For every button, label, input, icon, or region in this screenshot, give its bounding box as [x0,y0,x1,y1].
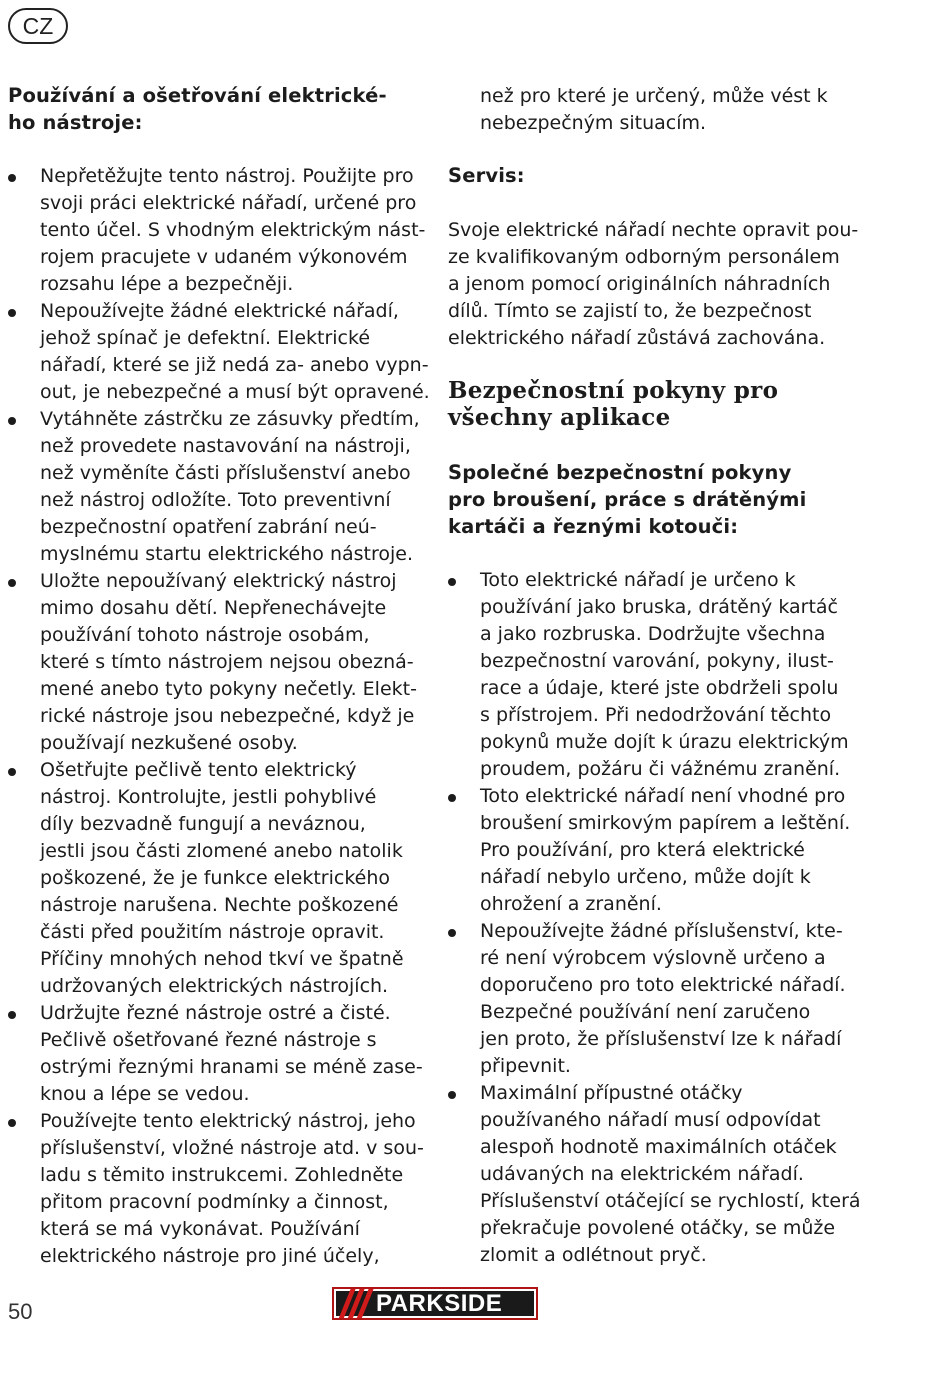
safety-heading: Bezpečnostní pokyny pro všechny aplikace [448,377,779,431]
bullet-icon [448,929,456,937]
bullet-icon [448,794,456,802]
service-text: Svoje elektrické nářadí nechte opravit pou- ze kvalifikovaným odborným personálem a jenom pomocí originálních náhradních dílů. Tímto se zajistí to, že bezpečnost elektrického nářadí zůstává zachována. [448,219,859,349]
usage-care-heading: Používání a ošetřování elektrické- ho nástroje: [8,84,387,134]
list-item: Maximální přípustné otáčky používaného nářadí musí odpovídat alespoň hodnotě maximálních otáček udávaných na elektrickém nářadí. Příslušenství otáčející se rychlostí, která překračuje povolené otáčky, se může zlomit a odlétnout pryč. [448,1080,873,1269]
parkside-logo [332,1287,538,1320]
list-item: Ošetřujte pečlivě tento elektrický nástroj. Kontrolujte, jestli pohyblivé díly bezvadně fungují a neváznou, jestli jsou části zlomené anebo natolik poškozené, že je funkce elektrického nástroje narušena. Nechte poškozené části před použitím nástroje opravit. Příčiny mnohých nehod tkví ve špatně udržovaných elektrických nástrojích. [8,757,433,1000]
page-number: 50 [8,1299,33,1324]
list-item: Používejte tento elektrický nástroj, jeho příslušenství, vložné nástroje atd. v sou- ladu s těmito instrukcemi. Zohledněte přitom pracovní podmínky a činnost, která se má vykonávat. Používání elektrického nástroje pro jiné účely, [8,1108,433,1270]
list-item: Uložte nepoužívaný elektrický nástroj mimo dosahu dětí. Nepřenechávejte používání tohoto nástroje osobám, které s tímto nástrojem nejsou obezná- mené anebo tyto pokyny nečetly. Elekt- rické nástroje jsou nebezpečné, když je používají nezkušené osoby. [8,568,433,757]
bullet-icon [8,1011,16,1019]
bullet-icon [8,1119,16,1127]
list-item: Toto elektrické nářadí není vhodné pro broušení smirkovým papírem a leštění. Pro používání, pro která elektrické nářadí nebylo určeno, může dojít k ohrožení a zranění. [448,783,873,918]
common-safety-list [448,567,873,1269]
list-item: Nepoužívejte žádné příslušenství, kte- ré není výrobcem výslovně určeno a doporučeno pro toto elektrické nářadí. Bezpečné používání není zaručeno jen proto, že příslušenství lze k nářadí připevnit. [448,918,873,1080]
logo-plate [336,1291,534,1316]
bullet-icon [448,1091,456,1099]
list-item: Udržujte řezné nástroje ostré a čisté. Pečlivě ošetřované řezné nástroje s ostrými řeznými hranami se méně zase- knou a lépe se vedou. [8,1000,433,1108]
bullet-icon [8,174,16,182]
usage-care-list [8,163,433,1270]
bullet-icon [8,309,16,317]
logo-stripes-icon [336,1291,376,1316]
language-code: CZ [22,12,54,39]
logo-text: PARKSIDE [376,1290,503,1317]
list-item: Nepoužívejte žádné elektrické nářadí, jehož spínač je defektní. Elektrické nářadí, které se již nedá za- anebo vypn- out, je nebezpečné a musí být opravené. [8,298,433,406]
list-item: Toto elektrické nářadí je určeno k používání jako bruska, drátěný kartáč a jako rozbruska. Dodržujte všechna bezpečnostní varování, pokyny, ilust- race a údaje, které jste obdrželi spolu s přístrojem. Při nedodržování těchto pokynů muže dojít k úrazu elektrickým proudem, požáru či vážnému zranění. [448,567,873,783]
bullet-icon [8,579,16,587]
service-heading: Servis: [448,164,525,187]
bullet-icon [8,417,16,425]
bullet-icon [448,578,456,586]
continuation-text: než pro které je určený, může vést k nebezpečným situacím. [480,85,828,134]
language-badge [8,8,68,44]
list-item: Nepřetěžujte tento nástroj. Použijte pro svoji práci elektrické nářadí, určené pro tento účel. S vhodným elektrickým nást- rojem pracujete v udaném výkonovém rozsahu lépe a bezpečněji. [8,163,433,298]
common-safety-heading: Společné bezpečnostní pokyny pro broušení, práce s drátěnými kartáči a řeznými kotouči: [448,461,807,538]
list-item: Vytáhněte zástrčku ze zásuvky předtím, než provedete nastavování na nástroji, než vyměníte části příslušenství anebo než nástroj odložíte. Toto preventivní bezpečnostní opatření zabrání neú- myslnému startu elektrického nástroje. [8,406,433,568]
bullet-icon [8,768,16,776]
